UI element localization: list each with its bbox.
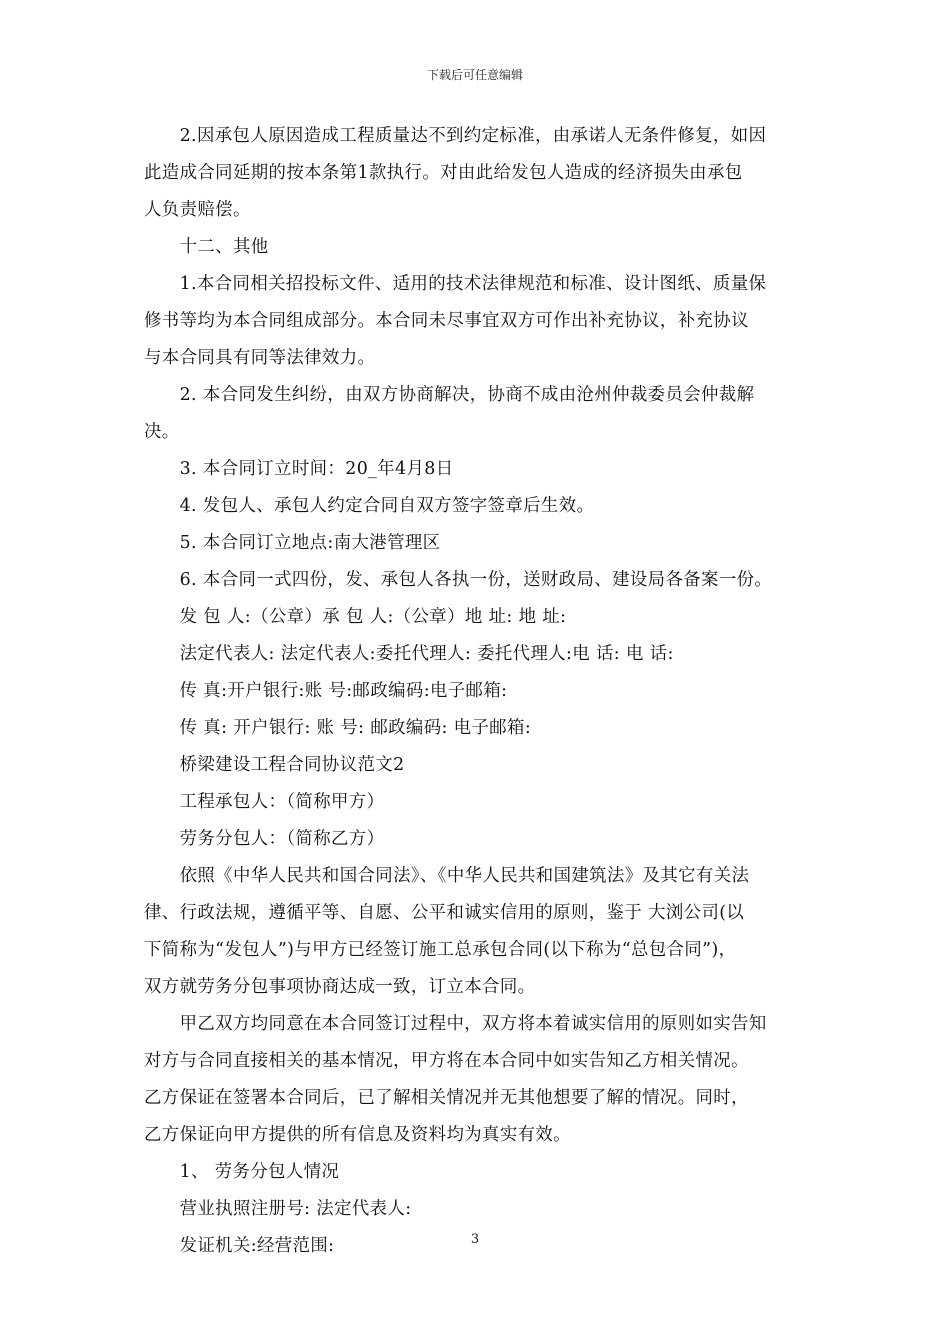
page-header: 下载后可任意编辑 <box>426 68 523 82</box>
paragraph-line: 依照《中华人民共和国合同法》、《中华人民共和国建筑法》及其它有关法 <box>144 866 750 886</box>
paragraph-line: 对方与合同直接相关的基本情况，甲方将在本合同中如实告知乙方相关情况。 <box>144 1051 749 1071</box>
signature-field-line: 法定代表人: 法定代表人:委托代理人: 委托代理人:电 话: 电 话: <box>144 644 674 664</box>
section-heading: 1、 劳务分包人情况 <box>144 1162 340 1182</box>
paragraph-line: 与本合同具有同等法律效力。 <box>144 348 376 368</box>
document-title: 桥梁建设工程合同协议范文2 <box>144 755 405 775</box>
paragraph-line: 下简称为“发包人”)与甲方已经签订施工总承包合同(以下称为“总包合同”)， <box>144 940 737 960</box>
paragraph-line: 乙方保证在签署本合同后，已了解相关情况并无其他想要了解的情况。同时， <box>144 1088 749 1108</box>
paragraph-line: 修书等均为本合同组成部分。本合同未尽事宜双方可作出补充协议，补充协议 <box>144 311 749 331</box>
paragraph-line: 律、行政法规，遵循平等、自愿、公平和诚实信用的原则，鉴于 大浏公司(以 <box>144 903 745 923</box>
party-line: 工程承包人：（简称甲方） <box>144 792 385 812</box>
paragraph-line: 1.本合同相关招投标文件、适用的技术法律规范和标准、设计图纸、质量保 <box>144 274 767 294</box>
paragraph-line: 2. 本合同发生纠纷，由双方协商解决，协商不成由沧州仲裁委员会仲裁解 <box>144 385 755 405</box>
field-line: 发证机关:经营范围: <box>144 1236 335 1256</box>
paragraph-line: 决。 <box>144 422 180 442</box>
paragraph-line: 4. 发包人、承包人约定合同自双方签字签章后生效。 <box>144 496 595 516</box>
section-heading: 十二、其他 <box>144 237 269 257</box>
party-line: 劳务分包人：（简称乙方） <box>144 829 385 849</box>
field-line: 营业执照注册号: 法定代表人: <box>144 1199 412 1219</box>
signature-field-line: 发 包 人:（公章）承 包 人:（公章）地 址: 地 址: <box>144 607 567 627</box>
paragraph-line: 此造成合同延期的按本条第1款执行。对由此给发包人造成的经济损失由承包 <box>144 163 743 183</box>
page-number: 3 <box>470 1232 480 1247</box>
body-text <box>144 118 824 1265</box>
paragraph-line: 5. 本合同订立地点:南大港管理区 <box>144 533 441 553</box>
paragraph-line: 双方就劳务分包事项协商达成一致，订立本合同。 <box>144 977 536 997</box>
paragraph-line: 人负责赔偿。 <box>144 200 251 220</box>
paragraph-line: 乙方保证向甲方提供的所有信息及资料均为真实有效。 <box>144 1125 571 1145</box>
paragraph-line: 3. 本合同订立时间：20_年4月8日 <box>144 459 454 479</box>
signature-field-line: 传 真: 开户银行: 账 号: 邮政编码: 电子邮箱: <box>144 718 532 738</box>
paragraph-line: 2.因承包人原因造成工程质量达不到约定标准，由承诺人无条件修复，如因 <box>144 126 767 146</box>
signature-field-line: 传 真:开户银行:账 号:邮政编码:电子邮箱: <box>144 681 508 701</box>
paragraph-line: 甲乙双方均同意在本合同签订过程中，双方将本着诚实信用的原则如实告知 <box>144 1014 767 1034</box>
paragraph-line: 6. 本合同一式四份，发、承包人各执一份，送财政局、建设局各备案一份。 <box>144 570 773 590</box>
